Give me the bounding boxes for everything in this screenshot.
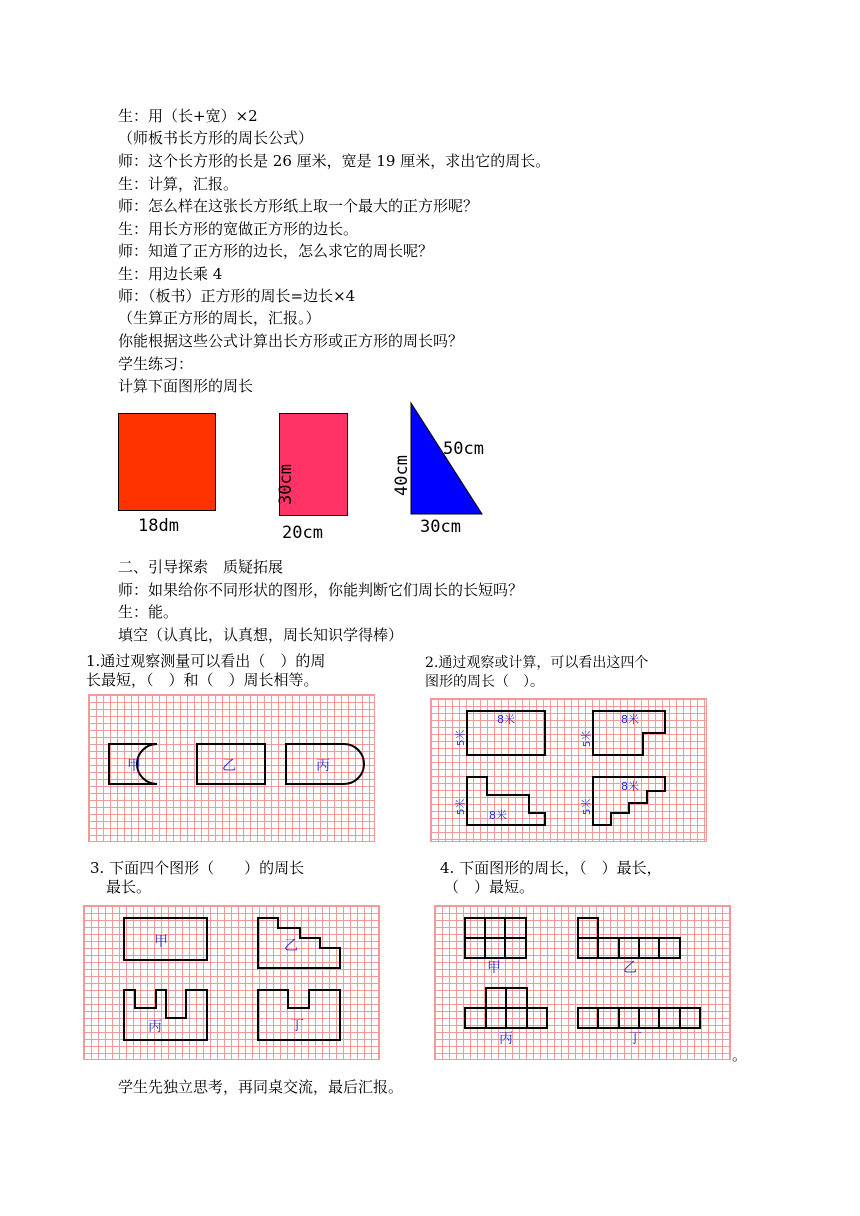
rectangle-height-label: 30cm bbox=[276, 464, 296, 505]
text-line: 填空（认真比，认真想，周长知识学得棒） bbox=[118, 626, 404, 644]
label-jia: 甲 bbox=[487, 960, 501, 976]
q1-grid bbox=[88, 694, 375, 842]
text-line: 师：这个长方形的长是 26 厘米，宽是 19 厘米，求出它的周长。 bbox=[118, 152, 551, 170]
len-label: 8米 bbox=[489, 809, 507, 822]
text-line: 师：（板书）正方形的周长=边长×4 bbox=[118, 287, 356, 305]
text-line: 生：计算，汇报。 bbox=[118, 175, 239, 193]
rectangle-width-label: 20cm bbox=[282, 523, 323, 543]
trailing-period: 。 bbox=[732, 1046, 748, 1064]
label-jia: 甲 bbox=[154, 934, 168, 950]
text-line: 生：能。 bbox=[118, 603, 179, 621]
label-bing: 丙 bbox=[316, 758, 330, 774]
text-line: （生算正方形的周长，汇报。） bbox=[118, 309, 321, 327]
q3-grid bbox=[83, 905, 380, 1060]
label-bing: 丙 bbox=[499, 1031, 513, 1047]
wid-label: 5米 bbox=[582, 730, 593, 747]
square-side-label: 18dm bbox=[138, 516, 179, 536]
label-bing: 丙 bbox=[148, 1019, 162, 1035]
text-line: 你能根据这些公式计算出长方形或正方形的周长吗？ bbox=[118, 332, 464, 350]
text-line: （师板书长方形的周长公式） bbox=[118, 129, 314, 147]
wid-label: 5米 bbox=[582, 798, 593, 815]
q4-grid bbox=[434, 905, 731, 1060]
triangle-hypotenuse-label: 50cm bbox=[443, 439, 484, 459]
len-label: 8米 bbox=[621, 713, 639, 726]
label-yi: 乙 bbox=[623, 960, 637, 976]
question-1-line-1: 1.通过观察测量可以看出（ ）的周 bbox=[86, 652, 326, 670]
triangle-base-label: 30cm bbox=[420, 517, 461, 537]
triangle-height-label: 40cm bbox=[392, 455, 412, 496]
question-3-line-1: 3. 下面四个图形（ ）的周长 bbox=[90, 859, 305, 877]
label-yi: 乙 bbox=[284, 938, 298, 954]
len-label: 8米 bbox=[621, 780, 639, 793]
question-2-line-1: 2.通过观察或计算，可以看出这四个 bbox=[425, 655, 649, 671]
text-line: 师：如果给你不同形状的图形，你能判断它们周长的长短吗？ bbox=[118, 581, 524, 599]
label-jia: 甲 bbox=[127, 758, 141, 774]
text-line: 师：知道了正方形的边长，怎么求它的周长呢？ bbox=[118, 242, 434, 260]
text-line: 学生练习： bbox=[118, 355, 194, 373]
closing-text: 学生先独立思考，再同桌交流，最后汇报。 bbox=[118, 1078, 404, 1096]
label-ding: 丁 bbox=[290, 1018, 304, 1034]
question-2-line-2: 图形的周长（ ）。 bbox=[425, 674, 544, 690]
q2-grid bbox=[430, 698, 707, 842]
question-3-line-2: 最长。 bbox=[106, 878, 152, 896]
label-yi: 乙 bbox=[222, 758, 236, 774]
wid-label: 5米 bbox=[456, 798, 467, 815]
text-line: 计算下面图形的周长 bbox=[118, 377, 254, 395]
wid-label: 5米 bbox=[456, 729, 467, 746]
text-line: 生：用长方形的宽做正方形的边长。 bbox=[118, 220, 359, 238]
text-line: 师：怎么样在这张长方形纸上取一个最大的正方形呢？ bbox=[118, 197, 479, 215]
text-line: 生：用边长乘 4 bbox=[118, 265, 223, 283]
question-4-line-2: （ ）最短。 bbox=[444, 878, 535, 896]
label-ding: 丁 bbox=[628, 1031, 642, 1047]
question-1-line-2: 长最短，（ ）和（ ）周长相等。 bbox=[86, 671, 319, 689]
len-label: 8米 bbox=[497, 713, 515, 726]
text-line: 生：用（长+宽）×2 bbox=[118, 107, 258, 125]
question-4-line-1: 4. 下面图形的周长，（ ）最长， bbox=[440, 859, 662, 877]
section-title: 二、引导探索 质疑拓展 bbox=[118, 558, 284, 576]
red-square bbox=[118, 413, 216, 511]
